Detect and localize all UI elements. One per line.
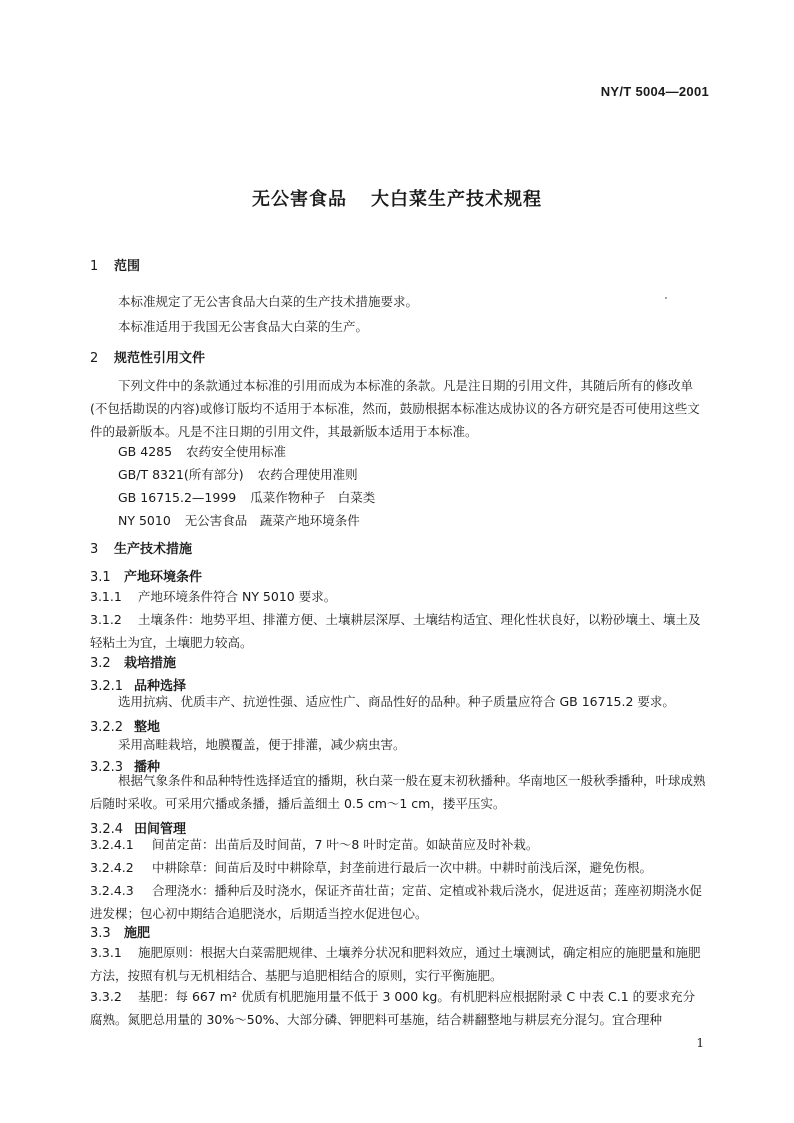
clause-3-2-4-3: 3.2.4.3 合理浇水：播种后及时浇水，保证齐苗壮苗；定苗、定植或补栽后浇水，促进返苗；莲座初期浇水促进发棵；包心初中期结合追肥浇水，后期适当控水促进包心。 [90,883,703,921]
clause-3-3-1: 3.3.1 施肥原则：根据大白菜需肥规律、土壤养分状况和肥料效应，通过土壤测试，确定相应的施肥量和施肥方法，按照有机与无机相结合、基肥与追肥相结合的原则，实行平衡施肥。 [90,945,701,983]
ref-item: GB/T 8321(所有部分) 农药合理使用准则 [118,467,358,482]
section-3-heading: 3 生产技术措施 [90,542,193,557]
section-1-heading: 1 范围 [90,259,141,274]
title-part-2: 大白菜生产技术规程 [371,189,542,210]
heading-3-2-2: 3.2.2 整地 [90,720,161,735]
section-2-intro: 下列文件中的条款通过本标准的引用而成为本标准的条款。凡是注日期的引用文件，其随后所有的修改单(不包括勘误的内容)或修订版均不适用于本标准，然而，鼓励根据本标准达成协议的各方研究是否可使用这些文件的最新版本。凡是不注日期的引用文件，其最新版本适用于本标准。 [90,378,700,439]
section-1-para-2: 本标准适用于我国无公害食品大白菜的生产。 [118,319,369,334]
page-number: 1 [696,1036,704,1050]
heading-3-2-3: 3.2.3 播种 [90,760,161,775]
heading-3-1: 3.1 产地环境条件 [90,570,203,585]
heading-3-2: 3.2 栽培措施 [90,656,177,671]
section-1-para-1: 本标准规定了无公害食品大白菜的生产技术措施要求。 [118,294,419,309]
clause-3-1-2: 3.1.2 土壤条件：地势平坦、排灌方便、土壤耕层深厚、土壤结构适宜、理化性状良好，以粉砂壤土、壤土及轻粘土为宜，土壤肥力较高。 [90,612,701,650]
ref-item: NY 5010 无公害食品 蔬菜产地环境条件 [118,513,360,528]
clause-3-3-2: 3.3.2 基肥：每 667 m² 优质有机肥施用量不低于 3 000 kg。有机肥料应根据附录 C 中表 C.1 的要求充分腐熟。氮肥总用量的 30%～50%、大部分磷、钾肥料可基施，结合耕翻整地与耕层充分混匀。宜合理种 [90,989,696,1027]
heading-3-2-1: 3.2.1 品种选择 [90,679,187,694]
document-title [0,185,794,211]
clause-3-2-3-text: 根据气象条件和品种特性选择适宜的播期，秋白菜一般在夏末初秋播种。华南地区一般秋季播种，叶球成熟后随时采收。可采用穴播或条播，播后盖细土 0.5 cm～1 cm，搂平压实。 [90,773,706,811]
clause-3-2-1-text: 选用抗病、优质丰产、抗逆性强、适应性广、商品性好的品种。种子质量应符合 GB 16715.2 要求。 [118,694,675,709]
scan-dot [665,297,667,299]
clause-3-1-1: 3.1.1 产地环境条件符合 NY 5010 要求。 [90,589,337,604]
ref-item: GB 4285 农药安全使用标准 [118,444,287,459]
heading-3-2-4: 3.2.4 田间管理 [90,822,187,837]
title-part-1: 无公害食品 [252,189,347,210]
heading-3-3: 3.3 施肥 [90,926,151,941]
clause-3-2-2-text: 采用高畦栽培，地膜覆盖，便于排灌，减少病虫害。 [118,737,406,752]
ref-item: GB 16715.2—1999 瓜菜作物种子 白菜类 [118,490,376,505]
clause-3-2-4-1: 3.2.4.1 间苗定苗：出苗后及时间苗，7 叶～8 叶时定苗。如缺苗应及时补栽。 [90,837,539,852]
standard-code: NY/T 5004—2001 [600,84,709,99]
section-2-heading: 2 规范性引用文件 [90,351,206,366]
clause-3-2-4-2: 3.2.4.2 中耕除草：间苗后及时中耕除草，封垄前进行最后一次中耕。中耕时前浅后深，避免伤根。 [90,860,653,875]
